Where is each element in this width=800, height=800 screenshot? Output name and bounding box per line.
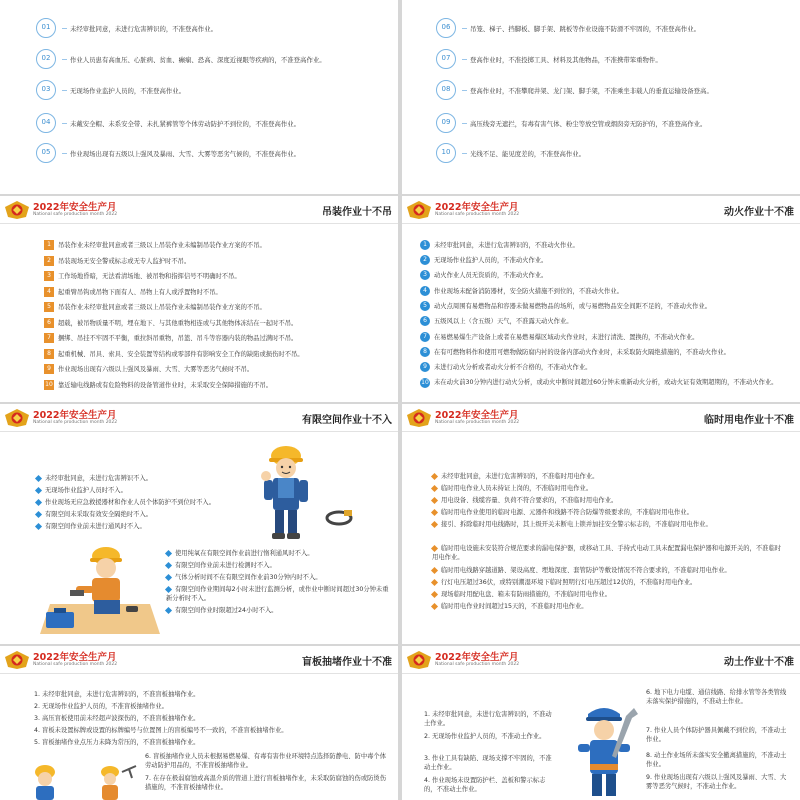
list-item: 7. 作业人员个体防护器具佩戴不到位的，不准动土作业。 xyxy=(646,727,787,743)
list-item: 临时用电作业人员未持证上岗的，不准临时用电作业。 xyxy=(432,484,592,493)
height-work-right-panel: 06 吊笼、梯子、挡脚板、脚手架、跳板等作业设施不防滑不牢固的，不准登高作业。 07 登高作业时，不准投掷工具、材料及其他物品，不准携带笨重物件。 08 登高作业时，不准攀爬井架、龙门架、脚手架，不准乘坐非载人的垂直运输设备登高。 09 高压线旁无遮拦，有毒有害气体、粉尘等放空管或烟囱旁无防护的，不准登高作业。 10 光线不足、能见度差的，不准登高作业。 xyxy=(402,0,800,194)
logo-icon xyxy=(406,200,432,220)
hot-work-panel xyxy=(402,196,800,402)
list-item: 3 工作场地昏暗，无法看清场地、被吊物和指挥信号不明确时不吊。 xyxy=(44,271,241,281)
brand-subtitle: National safe production month 2022 xyxy=(33,212,118,217)
lifting-panel xyxy=(0,196,398,402)
panel-title: 动土作业十不准 xyxy=(724,657,794,668)
list-item: 气体分析时间不在有限空间作业前30分钟内时不入。 xyxy=(166,573,322,582)
list-item: 9 未进行动火分析或者动火分析不合格的，不准动火作业。 xyxy=(420,362,591,372)
logo-icon xyxy=(4,650,30,670)
list-item: 10 靠近输电线路或有危险物料的设备管道作业时，未采取安全保障措施的不吊。 xyxy=(45,381,273,389)
list-item: 2 无现场作业监护人员的，不准动火作业。 xyxy=(420,255,547,265)
list-item: 接引、拆除临时用电线路时，其上级开关未断电上锁并加挂安全警示标志的，不准临时用电作业。 xyxy=(432,520,712,529)
worker-wrench-illustration xyxy=(568,704,640,800)
list-item: 临时用电设施未安装符合规范要求的漏电保护器，或移动工具、手持式电动工具未配置漏电保护器和电源开关的，不准临时用电作业。 xyxy=(432,545,782,561)
list-item: 1. 未经审批同意，未进行危害辨识的，不准动土作业。 xyxy=(424,711,552,727)
list-item: 5 吊装作业未经审批同意或者三级以上吊装作业未编制吊装作业方案的不吊。 xyxy=(44,302,266,312)
panel-title: 动火作业十不准 xyxy=(724,207,794,218)
list-item: 1 未经审批同意，未进行危害辨识的，不准动火作业。 xyxy=(420,240,579,250)
list-item: 2. 无现场作业监护人员的，不准动土作业。 xyxy=(424,733,546,740)
list-item: 5 动火点周围有易燃物品和容器未做易燃物品的场所，或与易燃物品安全间距不足的，不准动火作业。 xyxy=(420,301,711,311)
brand-subtitle: National safe production month 2022 xyxy=(33,662,118,667)
list-item: 2 吊装现场无安全警戒标志或无专人监护时不吊。 xyxy=(44,256,190,266)
brand-title: 2022年安全生产月 xyxy=(33,410,117,421)
list-item: 无现场作业监护人员时不入。 xyxy=(36,486,127,495)
panel-title: 盲板抽堵作业十不准 xyxy=(302,657,392,668)
brand-subtitle: National safe production month 2022 xyxy=(435,212,520,217)
list-item: 有限空间未采取有效安全隔绝时不入。 xyxy=(36,510,152,519)
panel-header xyxy=(0,646,398,674)
list-item: 10 未在动火前30分钟内进行动火分析，或动火中断时间超过60分钟未重新动火分析，或动火证有效期超期的，不准动火作业。 xyxy=(421,379,778,386)
list-item: 8 在有可燃物料作和使用可燃物做防腐内衬的设备内部动火作业时，未采取防火隔绝措施的，不准动火作业。 xyxy=(420,347,730,357)
worker-drilling-illustration xyxy=(40,542,160,638)
list-item: 使用纯氧在有限空间作业前进行惰利通风时不入。 xyxy=(166,549,314,558)
list-item: 6 五级风以上（含五级）天气，不准露天动火作业。 xyxy=(420,316,573,326)
panel-title: 有限空间作业十不入 xyxy=(302,415,392,426)
brand-title: 2022年安全生产月 xyxy=(435,652,519,663)
list-item: 现场临时用配电盘、箱未有防雨措施的，不准临时用电作业。 xyxy=(432,590,611,599)
list-item: 8 起重机械、吊具、索具、安全装置等结构或零部件有影响安全工作的缺陷或损伤时不吊。 xyxy=(44,349,304,359)
list-item: 有限空间作业前未进行通风时不入。 xyxy=(36,522,146,531)
panel-header xyxy=(0,196,398,224)
panel-header xyxy=(402,404,800,432)
brand-subtitle: National safe production month 2022 xyxy=(435,420,520,425)
list-item: 有限空间作业期间每2小时未进行监测分析，或作业中断时间超过30分钟未重新分析时不入。 xyxy=(166,586,389,602)
list-item: 6. 盲板抽堵作业人员未根据易燃易爆、有毒有害作业环境特点选择防静电、防中毒个体劳动防护用品的，不准盲板抽堵作业。 xyxy=(145,753,387,769)
temp-power-panel xyxy=(402,404,800,644)
list-item: 有限空间作业时限超过24小时不入。 xyxy=(166,606,277,615)
list-item: 7. 在存在极弱腐蚀或高温介质的管道上进行盲板抽堵作业，未采取防腐蚀的伤或防烫伤措施的，不准盲板抽堵作业。 xyxy=(145,775,387,791)
panel-title: 吊装作业十不吊 xyxy=(322,207,392,218)
list-item: 未经审批同意，未进行危害辨识的，不准临时用电作业。 xyxy=(432,472,598,481)
brand-title: 2022年安全生产月 xyxy=(33,202,117,213)
list-item: 6. 地下电力电缆、通信线路、给排水管等各类管线未落实保护措施的，不准动土作业。 xyxy=(646,689,787,705)
list-item: 临时用电线路穿越道路、架设高度、埋地深度、套管防护等敷设情况不符合要求的，不准临时用电作业。 xyxy=(432,566,731,575)
list-item: 1. 未经审批同意，未进行危害辨识的，不准盲板抽堵作业。 xyxy=(34,691,200,698)
brand-title: 2022年安全生产月 xyxy=(435,202,519,213)
list-item: 4 起重臂吊钩或吊物下面有人、吊物上有人或浮置物时不吊。 xyxy=(44,287,222,297)
earthwork-panel xyxy=(402,646,800,800)
list-item: 8. 动土作业场所未落实安全撤离措施的，不准动土作业。 xyxy=(646,752,787,768)
list-item: 有限空间作业前未进行检测时不入。 xyxy=(166,561,276,570)
list-item: 1 吊装作业未经审批同意或者三级以上吊装作业未编制吊装作业方案的不吊。 xyxy=(44,240,266,250)
panel-header xyxy=(402,646,800,674)
list-item: 临时用电作业时间超过15天的，不准临时用电作业。 xyxy=(432,602,588,611)
list-item: 3. 作业工具有缺陷、现场支撑不牢固的，不准动土作业。 xyxy=(424,755,552,771)
tool-coil-icon xyxy=(324,508,354,526)
logo-icon xyxy=(406,650,432,670)
list-item: 4. 盲板未设置标牌或设置的标牌编号与位置图上的盲板编号不一致的，不准盲板抽堵作业。 xyxy=(34,727,288,734)
confined-space-panel xyxy=(0,404,398,644)
list-item: 3. 高压盲板使用前未经超声波探伤的，不准盲板抽堵作业。 xyxy=(34,715,200,722)
list-item: 2. 无现场作业监护人员的，不准盲板抽堵作业。 xyxy=(34,703,168,710)
list-item: 3 动火作业人员无资质的，不准动火作业。 xyxy=(420,270,547,280)
logo-icon xyxy=(4,408,30,428)
worker-tools-illustration xyxy=(96,764,140,800)
panel-header xyxy=(402,196,800,224)
list-item: 5. 盲板抽堵作业点压力未降为常压的，不准盲板抽堵作业。 xyxy=(34,739,200,746)
panel-header xyxy=(0,404,398,432)
list-item: 9 作业现场出现有六级以上强风及暴雨、大雪、大雾等恶劣气候时不吊。 xyxy=(44,364,253,374)
worker-illustration xyxy=(30,764,60,800)
list-item: 4 作业现场未配备消防器材，安全防火措施不到位的，不准动火作业。 xyxy=(420,286,623,296)
height-work-left-panel: 01 未经审批同意，未进行危害辨识的，不准登高作业。 02 作业人员患有高血压、心脏病、贫血、癫痫、恐高、深度近视眼等疾病的，不准登高作业。 03 无现场作业监护人员的，不准登高作业。 04 未戴安全帽、未系安全带、未扎紧裤管等个体劳动防护不到位的，不准登高作业。 05 作业现场出现有五级以上强风及暴雨、大雪、大雾等恶劣气候的，不准登高作业。 xyxy=(0,0,398,194)
brand-subtitle: National safe production month 2022 xyxy=(435,662,520,667)
list-item: 用电设备、线缆容量、负荷不符合要求的，不准临时用电作业。 xyxy=(432,496,617,505)
list-item: 7 捆绑、吊挂不牢固不平衡，重拉斜吊重物，吊篮、吊斗等容器内装的物品过满时不吊。 xyxy=(44,333,297,343)
logo-icon xyxy=(4,200,30,220)
list-item: 临时用电作业使用的临时电源、元器件和线路不符合防爆等级要求的，不准临时用电作业。 xyxy=(432,508,693,517)
worker-thumbsup-illustration xyxy=(256,444,316,542)
logo-icon xyxy=(406,408,432,428)
list-item: 行灯电压超过36伏，或特别潮湿环境下临时照明行灯电压超过12伏的，不准临时用电作业。 xyxy=(432,578,696,587)
panel-title: 临时用电作业十不准 xyxy=(704,415,794,426)
list-item: 6 超载，被吊物质量不明，埋在地下、与其他重物相连或与其他物体冻结在一起时不吊。 xyxy=(44,318,297,328)
list-item: 4. 作业现场未设置防护栏、盖板和警示标志的，不准动土作业。 xyxy=(424,777,546,793)
brand-title: 2022年安全生产月 xyxy=(435,410,519,421)
list-item: 作业现场无应急救援器材和作业人员个体防护不到位时不入。 xyxy=(36,498,215,507)
list-item: 未经审批同意，未进行危害辨识不入。 xyxy=(36,474,152,483)
brand-title: 2022年安全生产月 xyxy=(33,652,117,663)
list-item: 7 在易燃易爆生产设备上或者在易燃易爆区域动火作业时，未进行清洗、置换的，不准动火作业。 xyxy=(420,332,698,342)
blind-plate-panel xyxy=(0,646,398,800)
brand-subtitle: National safe production month 2022 xyxy=(33,420,118,425)
list-item: 9. 作业现场出现有六级以上强风及暴雨、大雪、大雾等恶劣气候时，不准动土作业。 xyxy=(646,774,787,790)
